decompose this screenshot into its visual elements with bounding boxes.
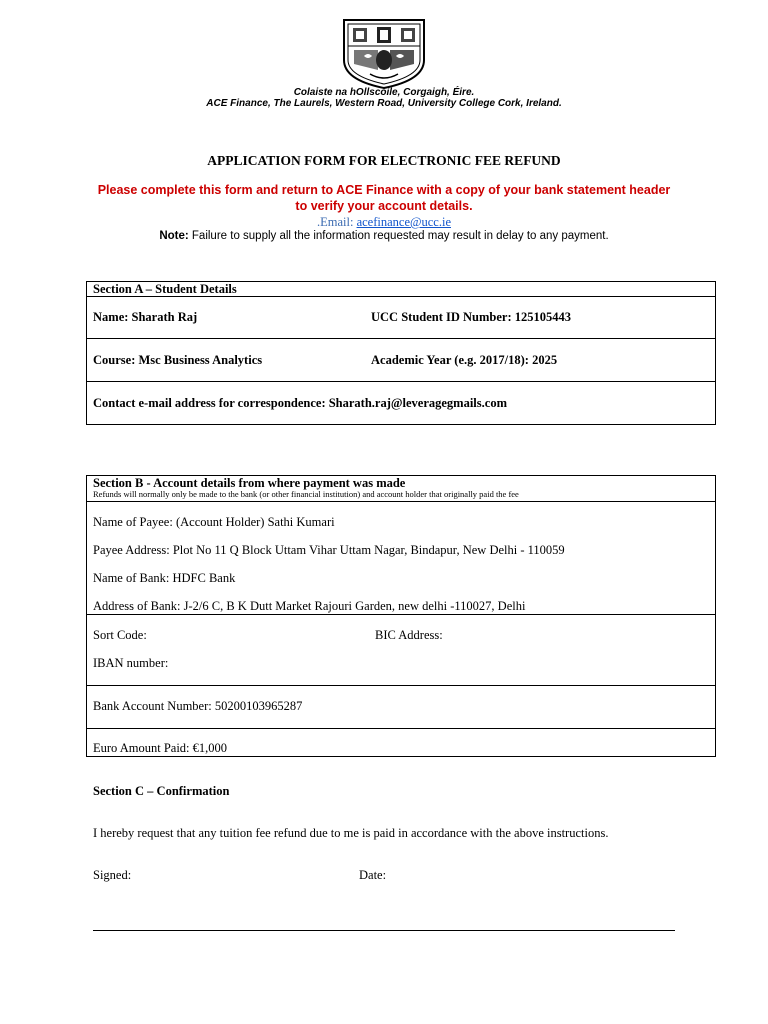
payee-address: Payee Address: Plot No 11 Q Block Uttam Vihar Uttam Nagar, Bindapur, New Delhi - 110059: [93, 543, 565, 557]
divider: [87, 381, 715, 382]
bank-address: Address of Bank: J-2/6 C, B K Dutt Market Rajouri Garden, new delhi -110027, Delhi: [93, 599, 526, 613]
course: Course: Msc Business Analytics: [93, 353, 263, 367]
section-b-subheading: Refunds will normally only be made to the bank (or other financial institution) and account holder that originally paid the fee: [93, 489, 519, 499]
instruction-line-1: Please complete this form and return to ACE Finance with a copy of your bank statement header: [97, 183, 671, 197]
divider: [87, 728, 715, 729]
instruction-line-2: to verify your account details.: [295, 199, 473, 213]
divider: [87, 501, 715, 502]
header-office-address: ACE Finance, The Laurels, Western Road, University College Cork, Ireland.: [206, 98, 562, 109]
divider: [87, 614, 715, 615]
divider: [87, 338, 715, 339]
email-prefix: .Email:: [316, 215, 357, 229]
student-id-number: UCC Student ID Number: 125105443: [371, 310, 572, 324]
section-a-box: [86, 281, 716, 425]
academic-year: Academic Year (e.g. 2017/18): 2025: [371, 353, 558, 367]
email-line: [0, 215, 768, 230]
confirmation-statement: I hereby request that any tuition fee refund due to me is paid in accordance with the above instructions.: [93, 826, 609, 840]
section-b-heading: Section B - Account details from where payment was made: [93, 476, 406, 490]
euro-amount-paid: Euro Amount Paid: €1,000: [93, 741, 228, 755]
bank-name: Name of Bank: HDFC Bank: [93, 571, 236, 585]
header-irish-address: Colaiste na hOllscoile, Corgaigh, Éire.: [293, 87, 475, 98]
email-link[interactable]: acefinance@ucc.ie: [356, 215, 451, 229]
bic-address: BIC Address:: [375, 628, 443, 642]
payee-name: Name of Payee: (Account Holder) Sathi Kumari: [93, 515, 335, 529]
sort-code: Sort Code:: [93, 628, 147, 642]
note-label: Note:: [159, 230, 189, 242]
contact-email: Contact e-mail address for correspondence: Sharath.raj@leveragegmails.com: [93, 396, 507, 410]
note-text: Failure to supply all the information requested may result in delay to any payment.: [188, 230, 609, 242]
form-title: APPLICATION FORM FOR ELECTRONIC FEE REFUND: [207, 153, 561, 168]
section-b-box: [86, 475, 716, 757]
note-line: [0, 230, 768, 242]
bank-account-number: Bank Account Number: 50200103965287: [93, 699, 303, 713]
date-label: Date:: [359, 868, 387, 882]
signed-label: Signed:: [93, 868, 132, 882]
section-a-heading: Section A – Student Details: [93, 282, 237, 296]
iban-number: IBAN number:: [93, 656, 169, 670]
divider: [87, 685, 715, 686]
section-c-heading: Section C – Confirmation: [93, 784, 230, 798]
signature-line: [93, 930, 675, 931]
student-name: Name: Sharath Raj: [93, 310, 198, 324]
university-crest-logo: [340, 16, 428, 90]
